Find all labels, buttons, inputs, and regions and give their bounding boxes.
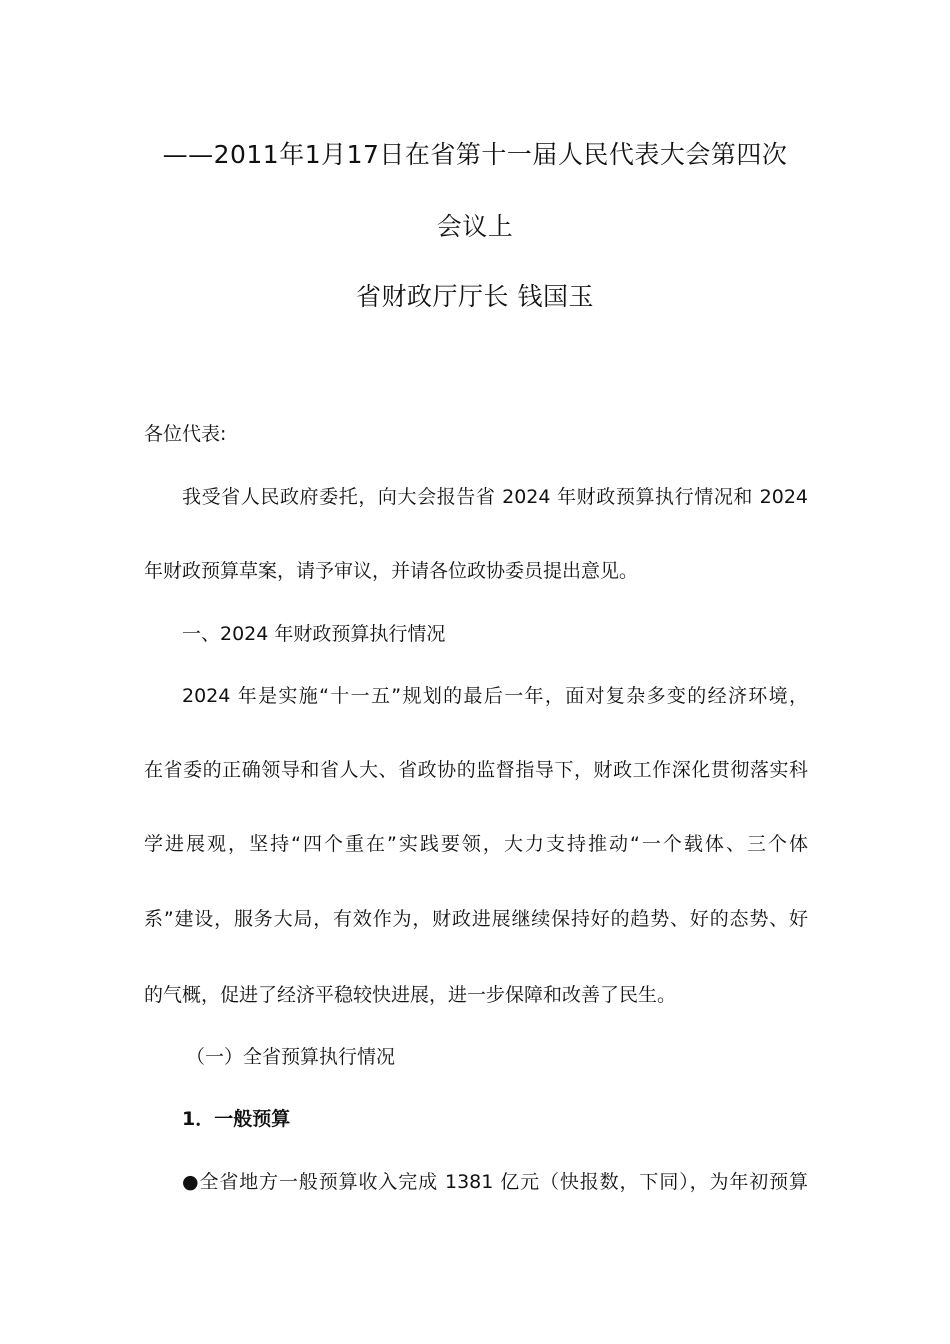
intro-paragraph-line1: 我受省人民政府委托，向大会报告省 2024 年财政预算执行情况和 2024 xyxy=(182,486,808,508)
speaker-name: 省财政厅厅长 钱国玉 xyxy=(356,282,594,311)
paragraph-line: 系”建设，服务大局，有效作为，财政进展继续保持好的趋势、好的态势、好 xyxy=(144,908,808,930)
section-heading: 一、2024 年财政预算执行情况 xyxy=(182,623,446,645)
report-subtitle-line2: 会议上 xyxy=(436,212,514,241)
subsection-heading: （一）全省预算执行情况 xyxy=(186,1046,396,1068)
report-subtitle-line1: ——2011年1月17日在省第十一届人民代表大会第四次 xyxy=(162,140,788,169)
item-heading: 1．一般预算 xyxy=(182,1108,291,1130)
paragraph-line: 的气概，促进了经济平稳较快进展，进一步保障和改善了民生。 xyxy=(144,984,677,1006)
intro-paragraph-line2: 年财政预算草案，请予审议，并请各位政协委员提出意见。 xyxy=(144,560,639,582)
paragraph-line: 在省委的正确领导和省人大、省政协的监督指导下，财政工作深化贯彻落实科 xyxy=(144,759,808,781)
paragraph-line: 2024 年是实施“十一五”规划的最后一年，面对复杂多变的经济环境， xyxy=(182,685,808,707)
bullet-paragraph-line: ●全省地方一般预算收入完成 1381 亿元（快报数，下同），为年初预算 xyxy=(182,1171,808,1193)
paragraph-line: 学进展观，坚持“四个重在”实践要领，大力支持推动“一个载体、三个体 xyxy=(144,833,808,855)
salutation: 各位代表: xyxy=(144,423,227,445)
